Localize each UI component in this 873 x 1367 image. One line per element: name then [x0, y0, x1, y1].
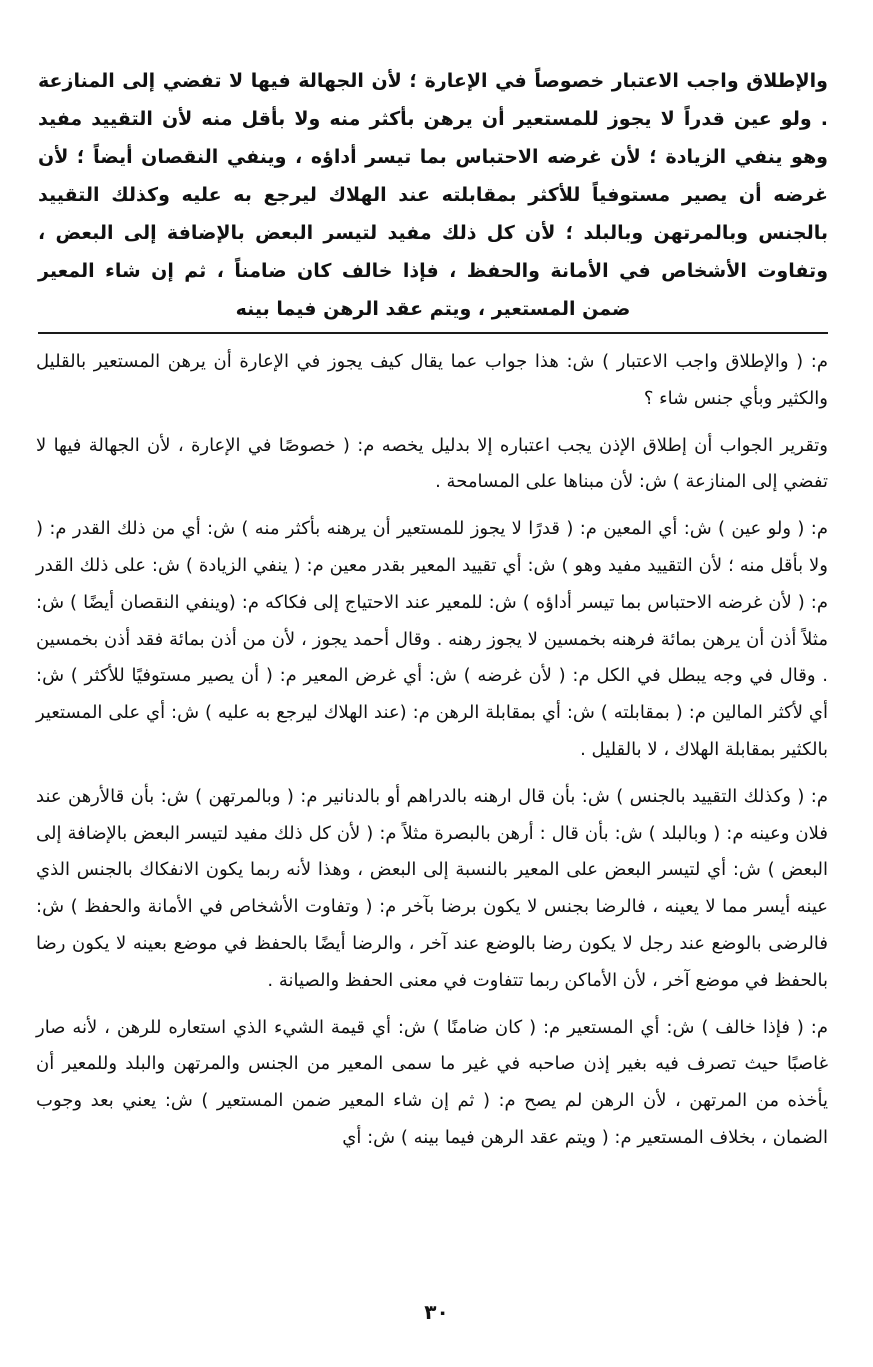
matn-text: والإطلاق واجب الاعتبار خصوصاً في الإعارة ؛ لأن الجهالة فيها لا تفضي إلى المنازعة . ولو عين قدراً لا يجوز للمستعير أن يرهن بأكثر منه ولا بأقل منه لأن التقييد مفيد وهو ينفي الزيادة ؛ لأن غرضه الاحتباس بما تيسر أداؤه ، وينفي النقصان أيضاً ؛ لأن غرضه أن يصير مستوفياً للأكثر بمقابلته عند الهلاك ليرجع به عليه وكذلك التقييد بالجنس وبالمرتهن وبالبلد ؛ لأن كل ذلك مفيد لتيسر البعض بالإضافة إلى البعض ، وتفاوت الأشخاص في الأمانة والحفظ ، فإذا خالف كان ضامناً ، ثم إن شاء المعير ضمن المستعير ، ويتم عقد الرهن فيما بينه	[38, 70, 828, 320]
sharh-paragraph-4: م: ( وكذلك التقييد بالجنس ) ش: بأن قال ارهنه بالدراهم أو بالدنانير م: ( وبالمرتهن ) ش: بأن قالأرهن عند فلان وعينه م: ( وبالبلد ) ش: بأن قال : أرهن بالبصرة مثلاً م: ( لأن كل ذلك مفيد لتيسر البعض بالإضافة إلى البعض ) ش: أي لتيسر البعض على المعير بالنسبة إلى البعض ، وهذا لأنه ربما يكون الانفكاك بالجنس الذي عينه أيسر مما لا يعينه ، فالرضا بجنس لا يكون برضا بآخر م: ( وتفاوت الأشخاص في الأمانة والحفظ ) ش: فالرضى بالوضع عند رجل لا يكون رضا بالوضع عند آخر ، والرضا أيضًا بالحفظ في موضع بعينه لا يكون رضا بالحفظ في موضع آخر ، لأن الأماكن ربما تتفاوت في معنى الحفظ والصيانة .	[36, 785, 828, 991]
page-number: ٣٠	[424, 1300, 449, 1324]
separator-rule	[38, 332, 828, 334]
sharh-paragraph-3: م: ( ولو عين ) ش: أي المعين م: ( قدرًا لا يجوز للمستعير أن يرهنه بأكثر منه ) ش: أي من ذلك القدر م: ( ولا بأقل منه ؛ لأن التقييد مفيد وهو ) ش: أي تقييد المعير بقدر معين م: ( ينفي الزيادة ) ش: على ذلك القدر م: ( لأن غرضه الاحتباس بما تيسر أداؤه ) ش: للمعير عند الاحتياج إلى فكاكه م: (وينفي النقصان أيضًا ) ش: مثلاً أذن أن يرهن بمائة فرهنه بخمسين لا يجوز رهنه . وقال أحمد يجوز ، لأن من أذن بمائة فقد أذن بخمسين . وقال في وجه يبطل في الكل م: ( لأن غرضه ) ش: أي غرض المعير م: ( أن يصير مستوفيًا للأكثر ) ش: أي لأكثر المالين م: ( بمقابلته ) ش: أي بمقابلة الرهن م: (عند الهلاك ليرجع به عليه ) ش: أي على المستعير بالكثير بمقابلة الهلاك ، لا بالقليل .	[36, 518, 828, 760]
sharh-paragraph-5: م: ( فإذا خالف ) ش: أي المستعير م: ( كان ضامنًا ) ش: أي قيمة الشيء الذي استعاره للرهن ، لأنه صار غاصبًا حيث تصرف فيه بغير إذن صاحبه في غير ما سمى المعير من الجنس والمرتهن والبلد وللمعير أن يأخذه من المرتهن ، لأن الرهن لم يصح م: ( ثم إن شاء المعير ضمن المستعير ) ش: يعني بعد وجوب الضمان ، بخلاف المستعير م: ( ويتم عقد الرهن فيما بينه ) ش: أي	[36, 1016, 828, 1148]
sharh-paragraph-1: م: ( والإطلاق واجب الاعتبار ) ش: هذا جواب عما يقال كيف يجوز في الإعارة أن يرهن المستعير بالقليل والكثير وبأي جنس شاء ؟	[36, 351, 828, 409]
sharh-paragraph-2: وتقرير الجواب أن إطلاق الإذن يجب اعتباره إلا بدليل يخصه م: ( خصوصًا في الإعارة ، لأن الجهالة فيها لا تفضي إلى المنازعة ) ش: لأن مبناها على المسامحة .	[36, 434, 828, 493]
sharh-commentary	[36, 344, 828, 1167]
